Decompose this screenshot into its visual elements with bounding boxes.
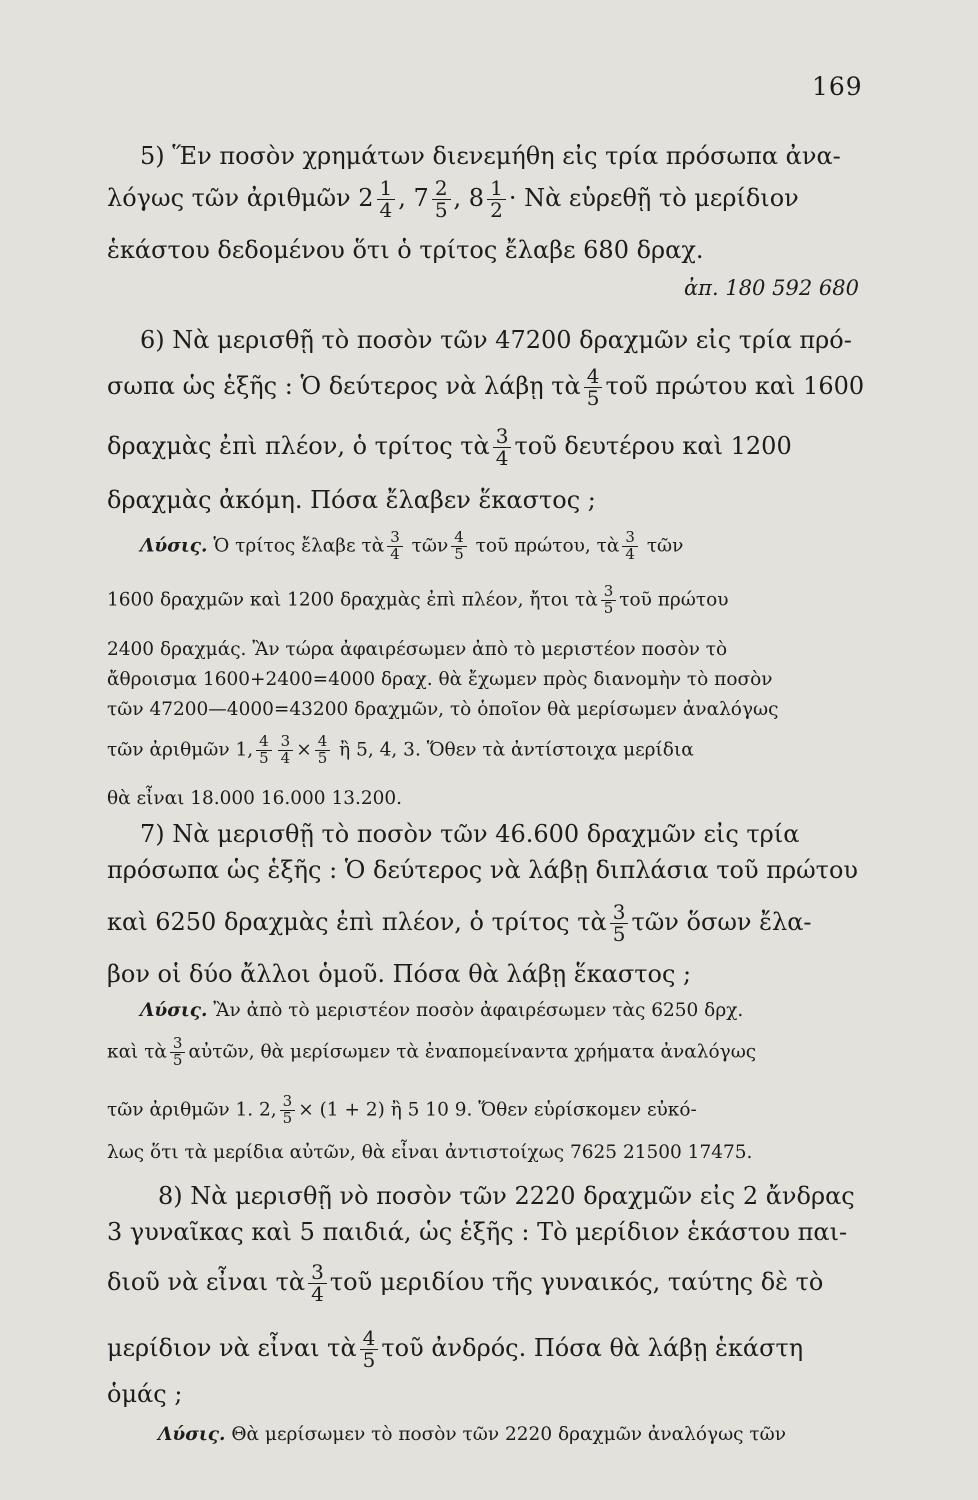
text: , 7 bbox=[398, 184, 429, 212]
solution-label: Λύσις. bbox=[140, 535, 208, 557]
fraction bbox=[377, 178, 396, 221]
denominator: 5 bbox=[612, 922, 626, 946]
text: Ἂν ἀπὸ τὸ μεριστέον ποσὸν ἀφαιρέσωμεν τὰς 6250 δρχ. bbox=[213, 1000, 744, 1021]
denominator: 4 bbox=[379, 198, 393, 222]
denominator: 2 bbox=[490, 198, 503, 222]
numerator: 3 bbox=[280, 1094, 296, 1111]
text: σωπα ὡς ἑξῆς : Ὁ δεύτερος νὰ λάβῃ τὰ bbox=[107, 372, 581, 400]
text: τοῦ δευτέρου καὶ 1200 bbox=[514, 432, 792, 460]
text: Ὁ τρίτος ἔλαβε τὰ bbox=[213, 535, 385, 557]
problem-5-line-3 bbox=[107, 236, 704, 264]
text: 3 γυναῖκας καὶ 5 παιδιά, ὡς ἑξῆς : Τὸ μερίδιον ἑκάστου παι- bbox=[107, 1218, 848, 1246]
problem-7-solution-line-1 bbox=[140, 1000, 743, 1021]
fraction bbox=[610, 902, 629, 945]
fraction bbox=[601, 584, 617, 617]
numerator: 1 bbox=[377, 178, 396, 200]
text: δραχμὰς ἐπὶ πλέον, ὁ τρίτος τὰ bbox=[107, 432, 490, 460]
denominator: 5 bbox=[434, 198, 448, 222]
fraction bbox=[315, 734, 331, 767]
text: μερίδιον νὰ εἶναι τὰ bbox=[107, 1334, 357, 1362]
fraction bbox=[360, 1328, 379, 1371]
problem-6-line-2 bbox=[107, 366, 864, 409]
problem-7-solution-line-3 bbox=[107, 1094, 697, 1127]
text: 5) Ἕν ποσὸν χρημάτων διενεμήθη εἰς τρία πρόσωπα ἀνα- bbox=[140, 142, 841, 170]
fraction bbox=[256, 734, 272, 767]
text: τῶν bbox=[411, 535, 449, 557]
text: × (1 + 2) ἢ 5 10 9. Ὅθεν εὑρίσκομεν εὐκό- bbox=[298, 1099, 697, 1121]
problem-6-solution-line-7 bbox=[107, 788, 402, 809]
text: ἄθροισμα 1600+2400=4000 δραχ. θὰ ἔχωμεν πρὸς διανομὴν τὸ ποσὸν bbox=[107, 669, 773, 690]
numerator: 4 bbox=[451, 530, 467, 547]
problem-8-line-3 bbox=[107, 1262, 823, 1305]
text: τοῦ πρώτου bbox=[619, 589, 729, 611]
denominator: 5 bbox=[362, 1348, 376, 1372]
numerator: 3 bbox=[601, 584, 617, 601]
numerator: 3 bbox=[622, 530, 638, 547]
text: ἢ 5, 4, 3. Ὅθεν τὰ ἀντίστοιχα μερίδια bbox=[339, 739, 694, 761]
denominator: 4 bbox=[311, 1282, 324, 1306]
text: 1600 δραχμῶν καὶ 1200 δραχμὰς ἐπὶ πλέον, ἤτοι τὰ bbox=[107, 589, 598, 611]
problem-8-line-2 bbox=[107, 1218, 847, 1246]
text: τοῦ πρώτου, τὰ bbox=[475, 535, 620, 557]
numerator: 1 bbox=[487, 178, 506, 200]
page-number: 169 bbox=[812, 72, 863, 101]
problem-6-solution-line-2 bbox=[107, 584, 729, 617]
problem-6-solution-line-3 bbox=[107, 639, 727, 660]
text: τοῦ πρώτου καὶ 1600 bbox=[605, 372, 865, 400]
fraction bbox=[387, 530, 403, 563]
fraction bbox=[493, 426, 512, 469]
text: ἀπ. 180 592 680 bbox=[684, 276, 859, 300]
problem-7-line-1 bbox=[140, 820, 799, 848]
problem-5-line-2 bbox=[107, 178, 799, 221]
numerator: 4 bbox=[584, 366, 603, 388]
text: 6) Νὰ μερισθῇ τὸ ποσὸν τῶν 47200 δραχμῶν εἰς τρία πρό- bbox=[140, 326, 852, 354]
numerator: 3 bbox=[387, 530, 403, 547]
text: 7) Νὰ μερισθῇ τὸ ποσὸν τῶν 46.600 δραχμῶν εἰς τρία bbox=[140, 820, 800, 848]
problem-8-line-4 bbox=[107, 1328, 803, 1371]
numerator: 3 bbox=[170, 1036, 186, 1053]
text: διοῦ νὰ εἶναι τὰ bbox=[107, 1268, 306, 1296]
denominator: 5 bbox=[586, 386, 600, 410]
numerator: 4 bbox=[315, 734, 331, 751]
text: αὐτῶν, θὰ μερίσωμεν τὰ ἐναπομείναντα χρήματα ἀναλόγως bbox=[188, 1041, 757, 1063]
text: 8) Νὰ μερισθῇ νὸ ποσὸν τῶν 2220 δραχμῶν εἰς 2 ἄνδρας bbox=[158, 1182, 855, 1210]
problem-6-line-3 bbox=[107, 426, 792, 469]
fraction bbox=[487, 178, 506, 221]
solution-label: Λύσις. bbox=[140, 1000, 208, 1021]
fraction bbox=[622, 530, 638, 563]
fraction bbox=[280, 1094, 296, 1127]
denominator: 5 bbox=[454, 544, 464, 563]
problem-6-line-1 bbox=[140, 326, 852, 354]
multiply-sign: × bbox=[296, 739, 312, 761]
denominator: 4 bbox=[390, 544, 400, 563]
problem-6-solution-line-1 bbox=[140, 530, 683, 563]
denominator: 4 bbox=[625, 544, 635, 563]
numerator: 3 bbox=[493, 426, 512, 448]
text: τοῦ μεριδίου τῆς γυναικός, ταύτης δὲ τὸ bbox=[329, 1268, 824, 1296]
problem-7-line-4 bbox=[107, 960, 691, 988]
text: ἑκάστου δεδομένου ὅτι ὁ τρίτος ἔλαβε 680 δραχ. bbox=[107, 236, 704, 264]
problem-7-solution-line-2 bbox=[107, 1036, 756, 1069]
denominator: 5 bbox=[259, 748, 269, 767]
text: , 8 bbox=[453, 184, 485, 212]
problem-8-line-1 bbox=[158, 1182, 855, 1210]
problem-8-line-5 bbox=[107, 1380, 182, 1408]
text: βον οἱ δύο ἄλλοι ὁμοῦ. Πόσα θὰ λάβῃ ἕκαστος ; bbox=[107, 960, 692, 988]
problem-8-solution-line-1 bbox=[158, 1424, 786, 1445]
numerator: 4 bbox=[360, 1328, 379, 1350]
text: λως ὅτι τὰ μερίδια αὐτῶν, θὰ εἶναι ἀντιστοίχως 7625 21500 17475. bbox=[107, 1142, 753, 1163]
problem-6-line-4 bbox=[107, 486, 596, 514]
text: τῶν ὅσων ἔλα- bbox=[631, 908, 812, 936]
problem-6-solution-line-5 bbox=[107, 699, 778, 720]
solution-label: Λύσις. bbox=[158, 1424, 226, 1445]
problem-6-solution-line-6 bbox=[107, 734, 694, 767]
text: τοῦ ἀνδρός. Πόσα θὰ λάβῃ ἑκάστη bbox=[381, 1334, 804, 1362]
fraction bbox=[308, 1262, 327, 1305]
denominator: 5 bbox=[282, 1108, 293, 1127]
fraction bbox=[170, 1036, 186, 1069]
problem-7-line-3 bbox=[107, 902, 812, 945]
text: 2400 δραχμάς. Ἂν τώρα ἀφαιρέσωμεν ἀπὸ τὸ μεριστέον ποσὸν τὸ bbox=[107, 639, 728, 660]
text: · Νὰ εὑρεθῇ τὸ μερίδιον bbox=[508, 184, 799, 212]
text: λόγως τῶν ἀριθμῶν 2 bbox=[107, 184, 374, 212]
text: καὶ τὰ bbox=[107, 1041, 167, 1063]
problem-6-solution-line-4 bbox=[107, 669, 772, 690]
problem-5-answer bbox=[684, 276, 859, 300]
fraction bbox=[278, 734, 294, 767]
text: δραχμὰς ἀκόμη. Πόσα ἔλαβεν ἕκαστος ; bbox=[107, 486, 596, 514]
text: ὁμάς ; bbox=[107, 1380, 183, 1408]
numerator: 3 bbox=[610, 902, 629, 924]
text: τῶν bbox=[646, 535, 684, 557]
text: τῶν ἀριθμῶν 1. 2, bbox=[107, 1099, 277, 1121]
problem-5-line-1 bbox=[140, 142, 841, 170]
text: καὶ 6250 δραχμὰς ἐπὶ πλέον, ὁ τρίτος τὰ bbox=[107, 908, 607, 936]
denominator: 5 bbox=[172, 1050, 183, 1069]
numerator: 3 bbox=[308, 1262, 327, 1284]
text: τῶν ἀριθμῶν 1, bbox=[107, 739, 254, 761]
text: θὰ εἶναι 18.000 16.000 13.200. bbox=[107, 788, 403, 809]
problem-7-solution-line-4 bbox=[107, 1142, 752, 1163]
text: πρόσωπα ὡς ἑξῆς : Ὁ δεύτερος νὰ λάβῃ διπλάσια τοῦ πρώτου bbox=[107, 856, 858, 884]
denominator: 4 bbox=[280, 748, 291, 767]
text: Θὰ μερίσωμεν τὸ ποσὸν τῶν 2220 δραχμῶν ἀναλόγως τῶν bbox=[231, 1424, 786, 1445]
text: τῶν 47200—4000=43200 δραχμῶν, τὸ ὁποῖον θὰ μερίσωμεν ἀναλόγως bbox=[107, 699, 779, 720]
problem-7-line-2 bbox=[107, 856, 858, 884]
denominator: 4 bbox=[495, 446, 509, 470]
fraction bbox=[432, 178, 451, 221]
fraction bbox=[584, 366, 603, 409]
numerator: 2 bbox=[432, 178, 451, 200]
denominator: 5 bbox=[317, 748, 328, 767]
numerator: 4 bbox=[256, 734, 272, 751]
denominator: 5 bbox=[603, 598, 614, 617]
numerator: 3 bbox=[278, 734, 294, 751]
fraction bbox=[451, 530, 467, 563]
